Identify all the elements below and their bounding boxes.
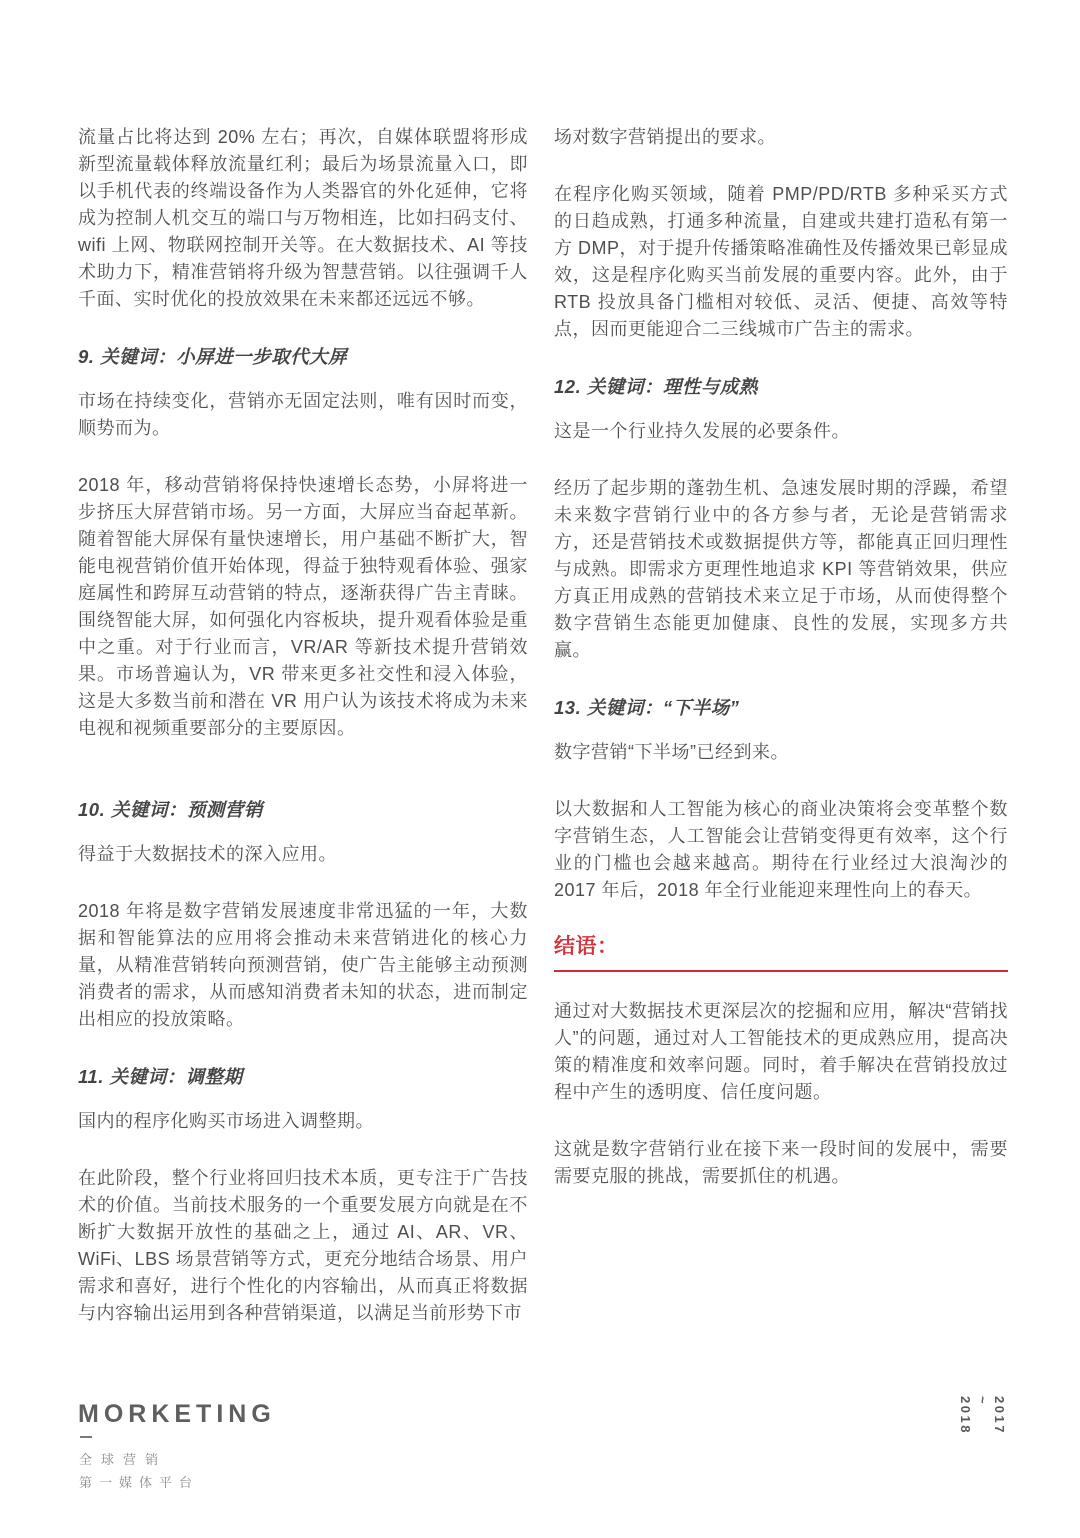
paragraph-programmatic-buying: 在程序化购买领域，随着 PMP/PD/RTB 多种采买方式的日趋成熟，打通多种流量，自建或共建打造私有第一方 DMP，对于提升传播策略准确性及传播效果已彰显成效，这是程序化购买当前发展的重要内容。此外，由于 RTB 投放具备门槛相对较低、灵活、便捷、高效等特点，因而更能迎合二三线城市广告主的需求。 [554,184,1008,339]
footer-tagline-first-media-platform: 第一媒体平台 [79,1475,200,1490]
right-column [554,124,1008,1357]
paragraph-bigdata-benefit: 得益于大数据技术的深入应用。 [78,844,337,864]
section-heading-11: 11. 关键词：调整期 [78,1066,243,1087]
left-column [78,124,528,1357]
paragraph-market-changing: 市场在持续变化，营销亦无固定法则，唯有因时而变，顺势而为。 [78,391,528,438]
conclusion-divider [554,970,1008,972]
paragraph-second-half-arrived: 数字营销“下半场”已经到来。 [554,742,789,762]
section-heading-10: 10. 关键词：预测营销 [78,799,263,820]
paragraph-predictive-marketing: 2018 年将是数字营销发展速度非常迅猛的一年，大数据和智能算法的应用将会推动未来营销进化的核心力量，从精准营销转向预测营销，使广告主能够主动预测消费者的需求，从而感知消费者未知的状态，进而制定出相应的投放策略。 [78,901,528,1029]
text-columns [78,124,1008,1357]
paragraph-mobile-marketing: 2018 年，移动营销将保持快速增长态势，小屏将进一步挤压大屏营销市场。另一方面，大屏应当奋起革新。随着智能大屏保有量快速增长，用户基础不断扩大，智能电视营销价值开始体现，得益于独特观看体验、强家庭属性和跨屏互动营销的特点，逐渐获得广告主青睐。围绕智能大屏，如何强化内容板块，提升观看体验是重中之重。对于行业而言，VR/AR 等新技术提升营销效果。市场普遍认为，VR 带来更多社交性和浸入体验，这是大多数当前和潜在 VR 用户认为该技术将成为未来电视和视频重要部分的主要原因。 [78,475,528,738]
footer-year-2018: 2018 [958,1396,973,1435]
section-heading-9: 9. 关键词：小屏进一步取代大屏 [78,346,348,367]
morketing-logo: MORKETING [78,1400,276,1428]
paragraph-adjustment-period: 国内的程序化购买市场进入调整期。 [78,1111,374,1131]
paragraph-necessary-condition: 这是一个行业持久发展的必要条件。 [554,421,850,441]
footer-tagline-global-marketing: 全球营销 [79,1452,168,1467]
paragraph-conclusion-1: 通过对大数据技术更深层次的挖掘和应用，解决“营销找人”的问题，通过对人工智能技术的更成熟应用，提高决策的精准度和效率问题。同时，着手解决在营销投放过程中产生的透明度、信任度问题。 [554,1001,1008,1102]
paragraph-conclusion-2: 这就是数字营销行业在接下来一段时间的发展中，需要需要克服的挑战，需要抓住的机遇。 [554,1139,1008,1186]
footer-year-range [956,1396,1008,1448]
footer-dash-divider [80,1436,92,1438]
paragraph-traffic-share: 流量占比将达到 20% 左右；再次，自媒体联盟将形成新型流量载体释放流量红利；最后为场景流量入口，即以手机代表的终端设备作为人类器官的外化延伸，它将成为控制人机交互的端口与万物相连，比如扫码支付、wifi 上网、物联网控制开关等。在大数据技术、AI 等技术助力下，精准营销将升级为智慧营销。以往强调千人千面、实时优化的投放效果在未来都还远远不够。 [78,127,528,309]
conclusion-heading: 结语： [554,935,619,958]
footer-year-separator: ~ [975,1396,990,1407]
paragraph-market-requirement: 场对数字营销提出的要求。 [554,127,776,147]
footer-year-2017: 2017 [992,1396,1007,1435]
paragraph-ai-bigdata-decision: 以大数据和人工智能为核心的商业决策将会变革整个数字营销生态，人工智能会让营销变得更有效率，这个行业的门槛也会越来越高。期待在行业经过大浪淘沙的 2017 年后，2018 年全行业能迎来理性向上的春天。 [554,799,1008,900]
paragraph-industry-return-tech: 在此阶段，整个行业将回归技术本质，更专注于广告技术的价值。当前技术服务的一个重要发展方向就是在不断扩大数据开放性的基础之上，通过 AI、AR、VR、WiFi、LBS 场景营销等方式，更充分地结合场景、用户需求和喜好，进行个性化的内容输出，从而真正将数据与内容输出运用到各种营销渠道，以满足当前形势下市 [78,1168,528,1323]
paragraph-rational-mature: 经历了起步期的蓬勃生机、急速发展时期的浮躁，希望未来数字营销行业中的各方参与者，无论是营销需求方，还是营销技术或数据提供方等，都能真正回归理性与成熟。即需求方更理性地追求 KPI 等营销效果，供应方真正用成熟的营销技术来立足于市场，从而使得整个数字营销生态能更加健康、良性的发展，实现多方共赢。 [554,478,1008,660]
section-heading-13: 13. 关键词：“下半场” [554,697,740,718]
section-heading-12: 12. 关键词：理性与成熟 [554,376,758,397]
